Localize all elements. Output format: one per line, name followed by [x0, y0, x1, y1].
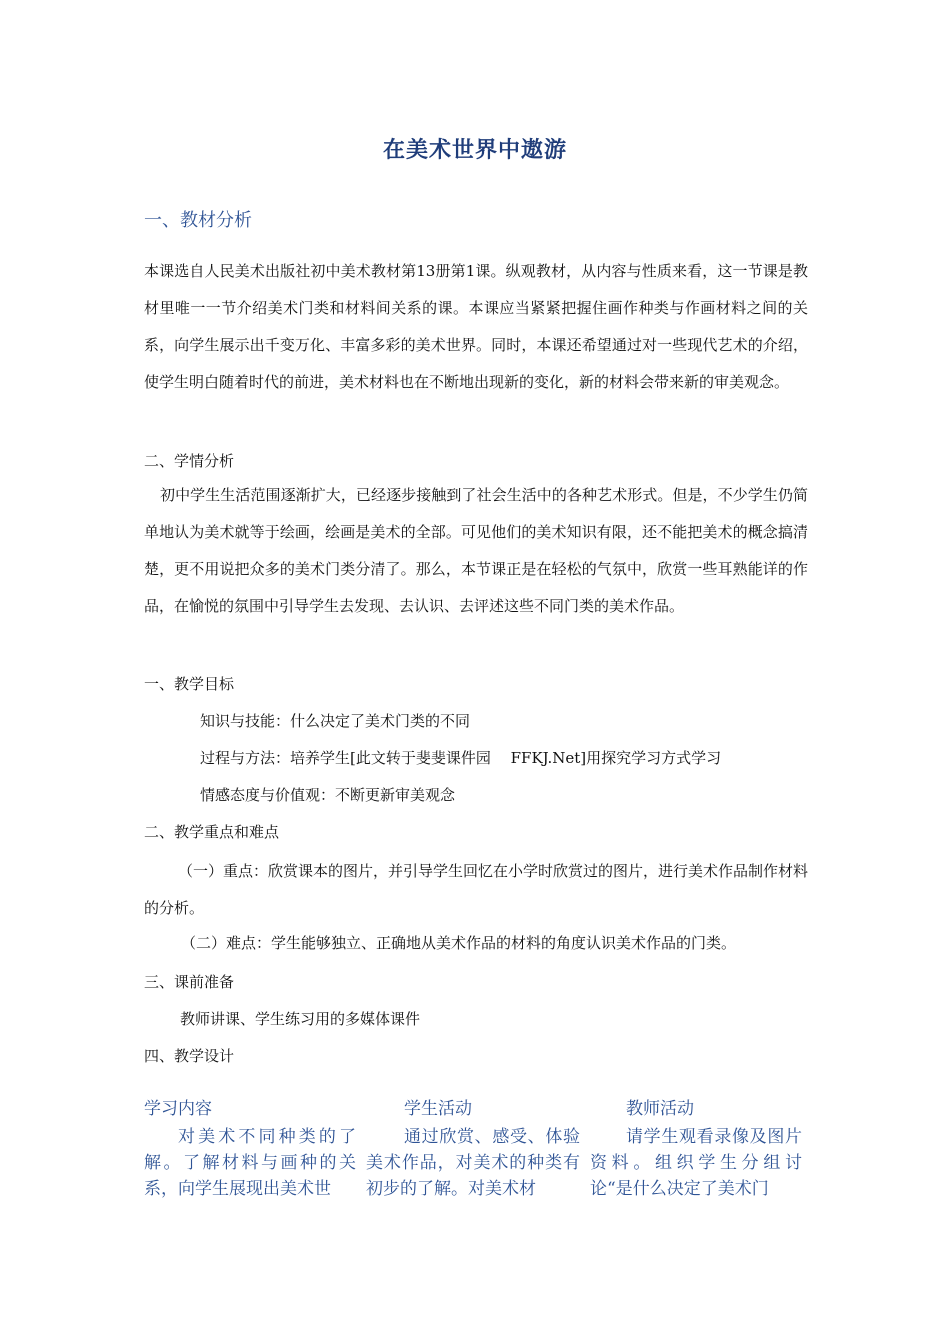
key-point-emphasis: （一）重点：欣赏课本的图片，并引导学生回忆在小学时欣赏过的图片，进行美术作品制作材料的分析。	[144, 862, 809, 917]
table-cell-student: 通过欣赏、感受、体验美术作品，对美术的种类有初步的了解。对美术材	[366, 1127, 580, 1199]
goal-knowledge-skills: 知识与技能：什么决定了美术门类的不同	[200, 712, 471, 730]
preparation-text: 教师讲课、学生练习用的多媒体课件	[180, 1010, 421, 1028]
goal-emotion-values: 情感态度与价值观：不断更新审美观念	[200, 786, 456, 804]
section-heading-teaching-goals: 一、教学目标	[144, 675, 235, 693]
textbook-analysis-paragraph: 本课选自人民美术出版社初中美术教材第13册第1课。纵观教材，从内容与性质来看，这一节课是教材里唯一一节介绍美术门类和材料间关系的课。本课应当紧紧把握住画作种类与作画材料之间的关系，向学生展示出千变万化、丰富多彩的美术世界。同时，本课还希望通过对一些现代艺术的介绍，使学生明白随着时代的前进，美术材料也在不断地出现新的变化，新的材料会带来新的审美观念。	[144, 262, 808, 391]
section-heading-student-analysis: 二、学情分析	[144, 452, 235, 470]
table-header-teacher: 教师活动	[626, 1099, 694, 1119]
table-header-content: 学习内容	[144, 1099, 212, 1119]
table-column-teacher	[590, 1094, 802, 1202]
document-title: 在美术世界中遨游	[382, 137, 567, 163]
table-header-student: 学生活动	[404, 1099, 472, 1119]
section-heading-key-points: 二、教学重点和难点	[144, 823, 280, 841]
section-heading-textbook-analysis: 一、教材分析	[144, 210, 252, 231]
section-heading-teaching-design: 四、教学设计	[144, 1047, 235, 1065]
table-column-student	[366, 1094, 580, 1202]
table-cell-teacher: 请学生观看录像及图片资料。组织学生分组讨论“是什么决定了美术门	[590, 1127, 802, 1199]
key-point-difficulty: （二）难点：学生能够独立、正确地从美术作品的材料的角度认识美术作品的门类。	[181, 934, 737, 952]
student-analysis-paragraph: 初中学生生活范围逐渐扩大，已经逐步接触到了社会生活中的各种艺术形式。但是，不少学生仍简单地认为美术就等于绘画，绘画是美术的全部。可见他们的美术知识有限，还不能把美术的概念搞清楚，更不用说把众多的美术门类分清了。那么，本节课正是在轻松的气氛中，欣赏一些耳熟能详的作品，在愉悦的氛围中引导学生去发现、去认识、去评述这些不同门类的美术作品。	[144, 486, 808, 615]
table-cell-content: 对美术不同种类的了解。了解材料与画种的关系，向学生展现出美术世	[144, 1127, 356, 1199]
goal-process-method: 过程与方法：培养学生[此文转于斐斐课件园 FFKJ.Net]用探究学习方式学习	[200, 749, 722, 767]
table-column-content	[144, 1094, 356, 1202]
section-heading-preparation: 三、课前准备	[144, 973, 235, 991]
